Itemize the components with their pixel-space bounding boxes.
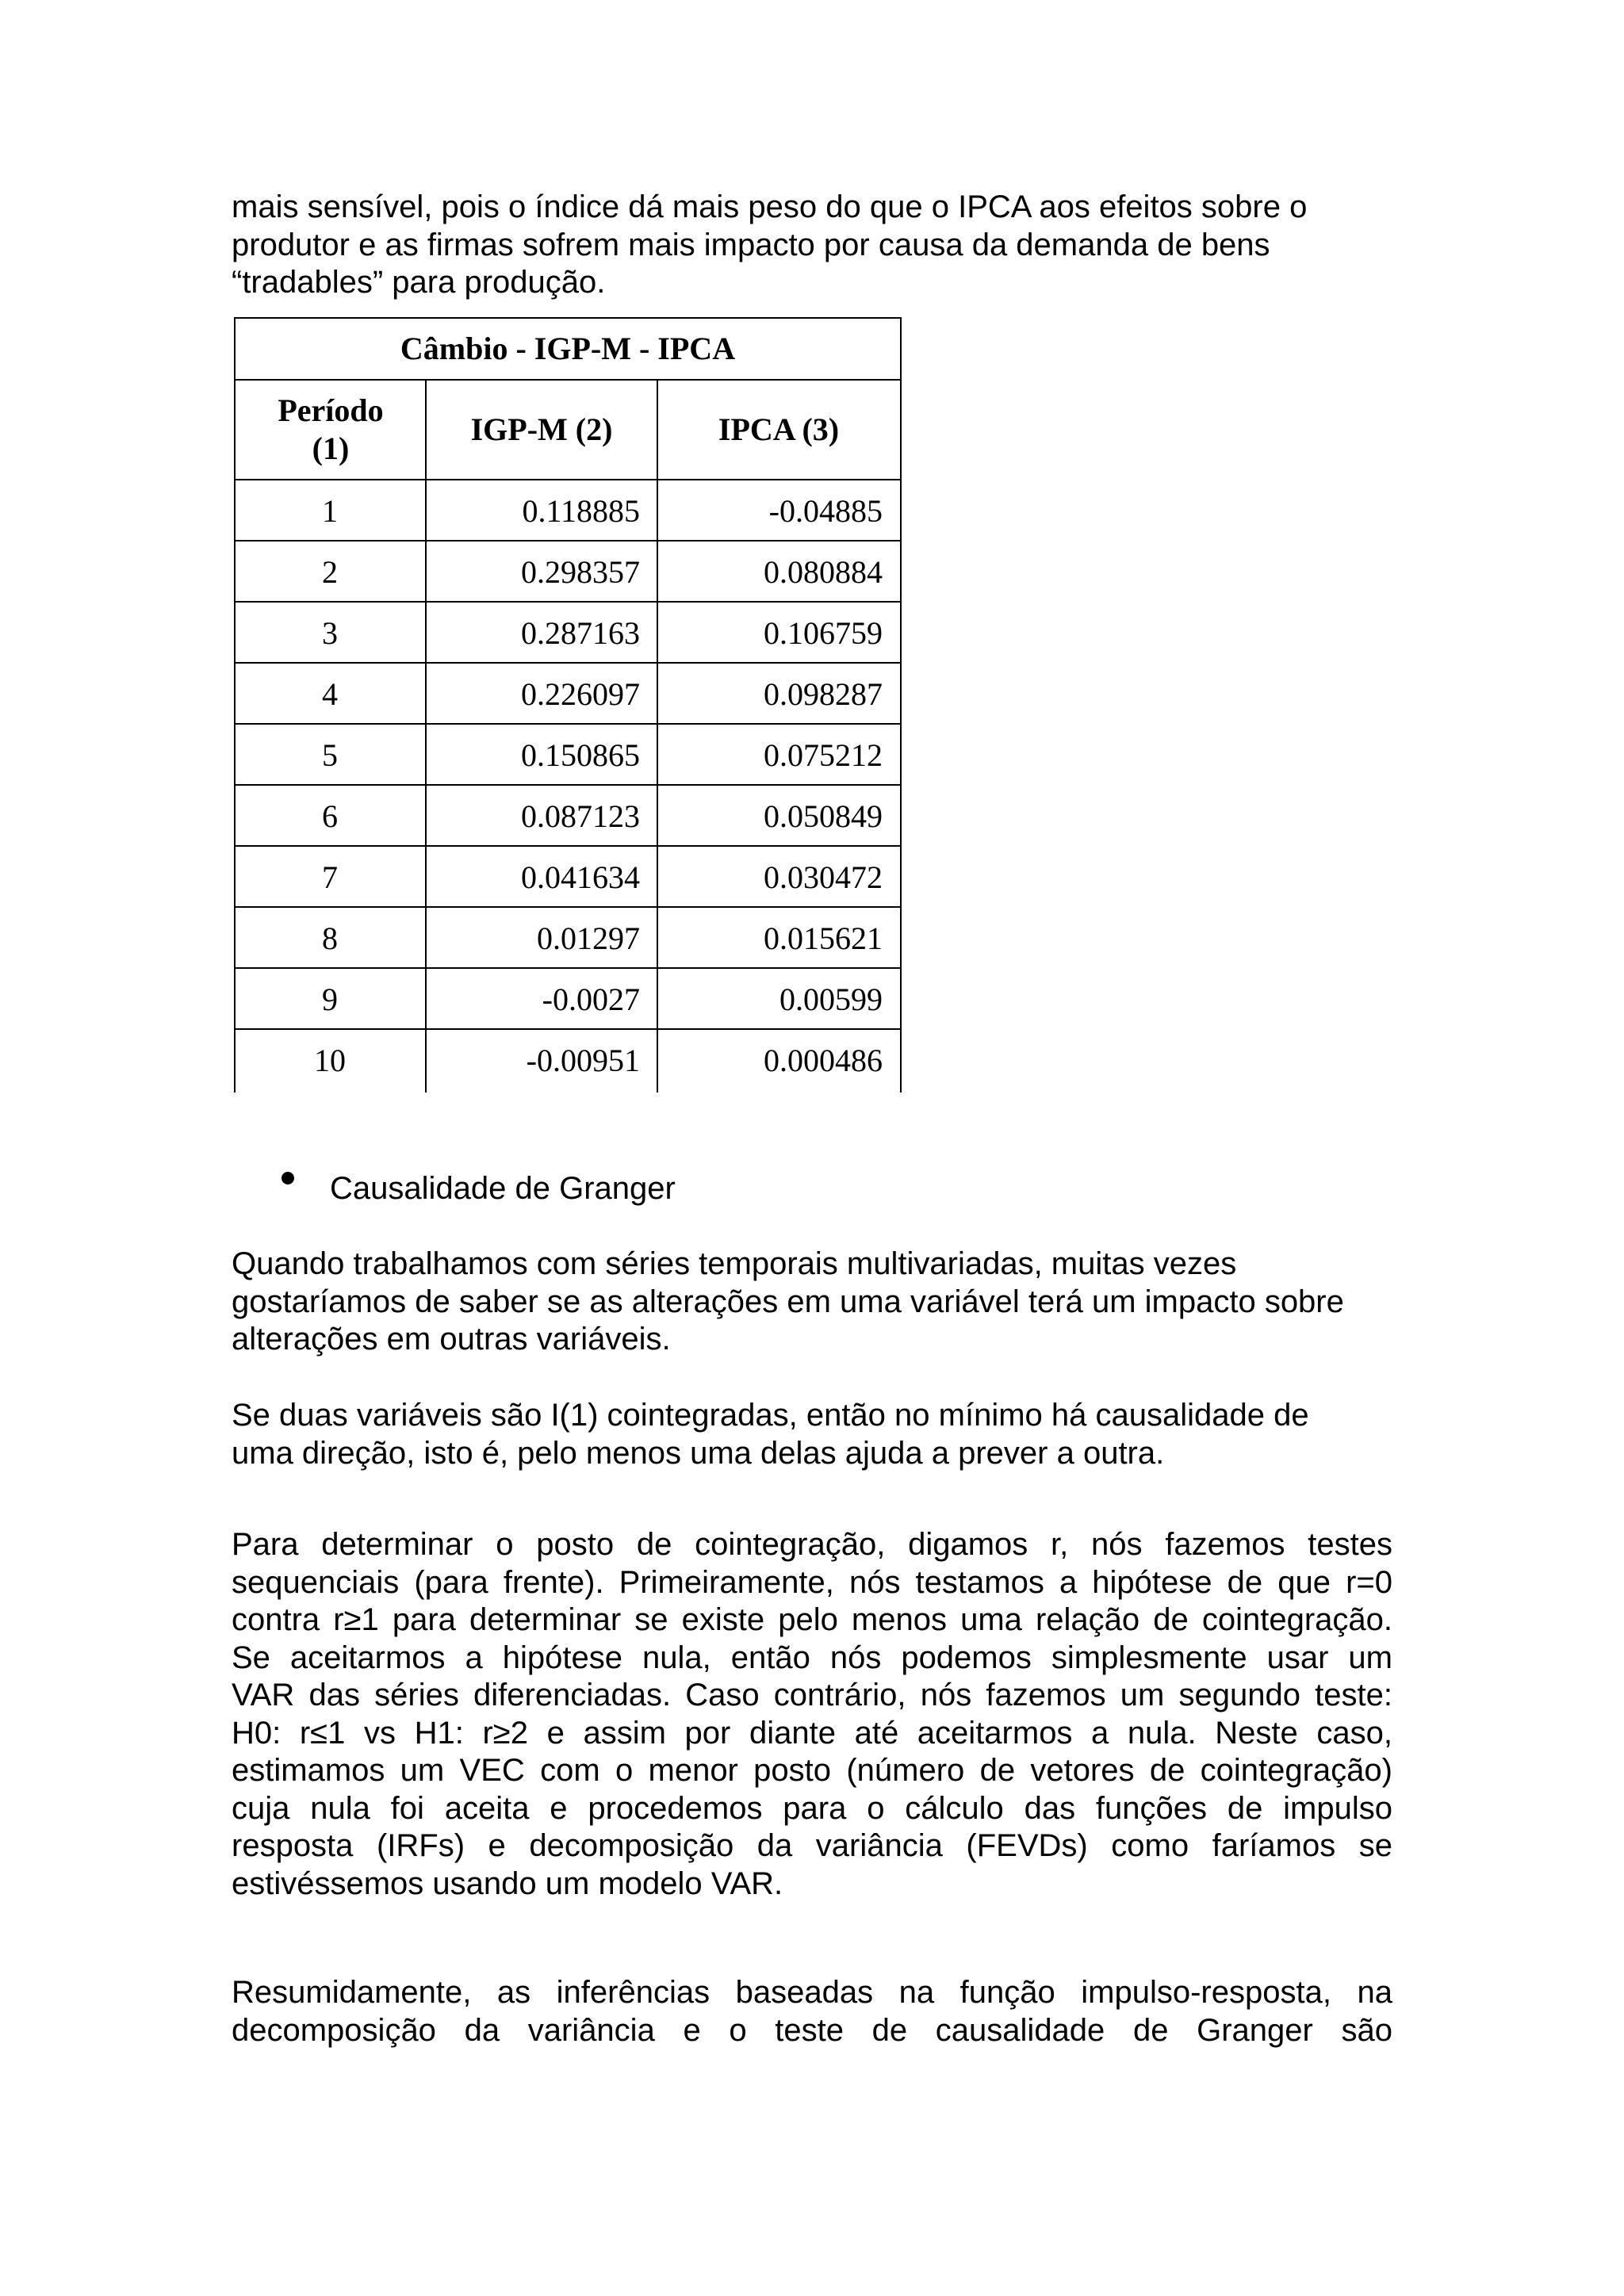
cell-period: 4 xyxy=(322,676,338,712)
text-line: decomposição da variância e o teste de causalidade de Granger são xyxy=(232,2012,1392,2048)
header-period xyxy=(236,381,426,479)
table-rule xyxy=(234,601,902,603)
cell-igpm: 0.087123 xyxy=(521,798,640,834)
text-line: produtor e as firmas sofrem mais impacto por causa da demanda de bens xyxy=(232,227,1270,262)
text-line: Se aceitarmos a hipótese nula, então nós podemos simplesmente usar um xyxy=(232,1640,1392,1675)
exchange-rate-table xyxy=(234,317,902,1093)
table-rule xyxy=(234,784,902,786)
cell-period: 2 xyxy=(322,554,338,590)
table-rule xyxy=(900,317,902,1093)
table-rule xyxy=(234,1028,902,1030)
bullet-dot xyxy=(282,1172,294,1184)
cell-igpm: 0.287163 xyxy=(521,615,640,651)
header-ipca: IPCA (3) xyxy=(718,411,840,447)
cell-ipca: 0.075212 xyxy=(764,737,883,773)
paragraph-summary xyxy=(232,1974,1392,2049)
table-rule xyxy=(234,317,902,319)
header-period-line2: (1) xyxy=(312,430,350,466)
table-rule xyxy=(234,662,902,664)
table-rule xyxy=(425,379,427,1093)
text-line: alterações em outras variáveis. xyxy=(232,1322,671,1357)
text-line: estivéssemos usando um modelo VAR. xyxy=(232,1866,783,1901)
table-rule xyxy=(234,479,902,480)
cell-period: 8 xyxy=(322,920,338,956)
header-igpm: IGP-M (2) xyxy=(470,411,613,447)
table-rule xyxy=(234,723,902,725)
table-rule xyxy=(234,540,902,541)
intro-paragraph xyxy=(232,189,1392,302)
cell-igpm: 0.150865 xyxy=(521,737,640,773)
cell-period: 3 xyxy=(322,615,338,651)
text-line: VAR das séries diferenciadas. Caso contrário, nós fazemos um segundo teste: xyxy=(232,1678,1392,1712)
cell-ipca: 0.080884 xyxy=(764,554,883,590)
text-line: cuja nula foi aceita e procedemos para o cálculo das funções de impulso xyxy=(232,1790,1392,1826)
table-rule xyxy=(657,379,658,1093)
text-line: H0: r≤1 vs H1: r≥2 e assim por diante até aceitarmos a nula. Neste caso, xyxy=(232,1715,1392,1751)
cell-ipca: 0.000486 xyxy=(764,1043,883,1078)
text-line: resposta (IRFs) e decomposição da variância (FEVDs) como faríamos se xyxy=(232,1828,1392,1863)
cell-igpm: 0.298357 xyxy=(521,554,640,590)
cell-period: 7 xyxy=(322,859,338,895)
text-line: sequenciais (para frente). Primeiramente, nós testamos a hipótese de que r=0 xyxy=(232,1564,1392,1600)
text-line: contra r≥1 para determinar se existe pelo menos uma relação de cointegração. xyxy=(232,1602,1392,1637)
cell-ipca: 0.030472 xyxy=(764,859,883,895)
text-line: Se duas variáveis são I(1) cointegradas, então no mínimo há causalidade de xyxy=(232,1398,1309,1433)
paragraph-rank-tests xyxy=(232,1526,1392,1903)
paragraph-cointegration xyxy=(232,1397,1392,1472)
text-line: estimamos um VEC com o menor posto (número de vetores de cointegração) xyxy=(232,1753,1392,1788)
text-line: Para determinar o posto de cointegração, digamos r, nós fazemos testes xyxy=(232,1527,1392,1562)
cell-period: 1 xyxy=(322,493,338,529)
cell-period: 9 xyxy=(322,982,338,1017)
table-title: Câmbio - IGP-M - IPCA xyxy=(400,330,736,366)
cell-ipca: 0.050849 xyxy=(764,798,883,834)
cell-igpm: -0.00951 xyxy=(526,1043,640,1078)
table-rule xyxy=(234,906,902,908)
table-rule xyxy=(234,845,902,847)
text-line: Quando trabalhamos com séries temporais multivariadas, muitas vezes xyxy=(232,1246,1237,1281)
cell-igpm: -0.0027 xyxy=(542,982,640,1017)
cell-period: 5 xyxy=(322,737,338,773)
table-rule xyxy=(234,967,902,969)
cell-igpm: 0.01297 xyxy=(537,920,640,956)
table-rule xyxy=(234,317,236,1093)
header-period-line1: Período xyxy=(278,392,384,428)
cell-period: 6 xyxy=(322,798,338,834)
text-line: “tradables” para produção. xyxy=(232,265,606,300)
cell-ipca: 0.106759 xyxy=(764,615,883,651)
bullet-item: Causalidade de Granger xyxy=(330,1171,676,1206)
cell-ipca: 0.098287 xyxy=(764,676,883,712)
table-rule xyxy=(234,379,902,381)
cell-igpm: 0.226097 xyxy=(521,676,640,712)
text-line: uma direção, isto é, pelo menos uma delas ajuda a prever a outra. xyxy=(232,1435,1165,1471)
text-line: mais sensível, pois o índice dá mais peso do que o IPCA aos efeitos sobre o xyxy=(232,189,1308,224)
text-line: gostaríamos de saber se as alterações em uma variável terá um impacto sobre xyxy=(232,1284,1344,1319)
cell-ipca: -0.04885 xyxy=(768,493,883,529)
cell-ipca: 0.00599 xyxy=(779,982,883,1017)
cell-period: 10 xyxy=(314,1043,346,1078)
cell-igpm: 0.041634 xyxy=(521,859,640,895)
paragraph-granger-intro xyxy=(232,1246,1392,1359)
cell-ipca: 0.015621 xyxy=(764,920,883,956)
cell-igpm: 0.118885 xyxy=(522,493,640,529)
text-line: Resumidamente, as inferências baseadas na função impulso-resposta, na xyxy=(232,1975,1392,2010)
